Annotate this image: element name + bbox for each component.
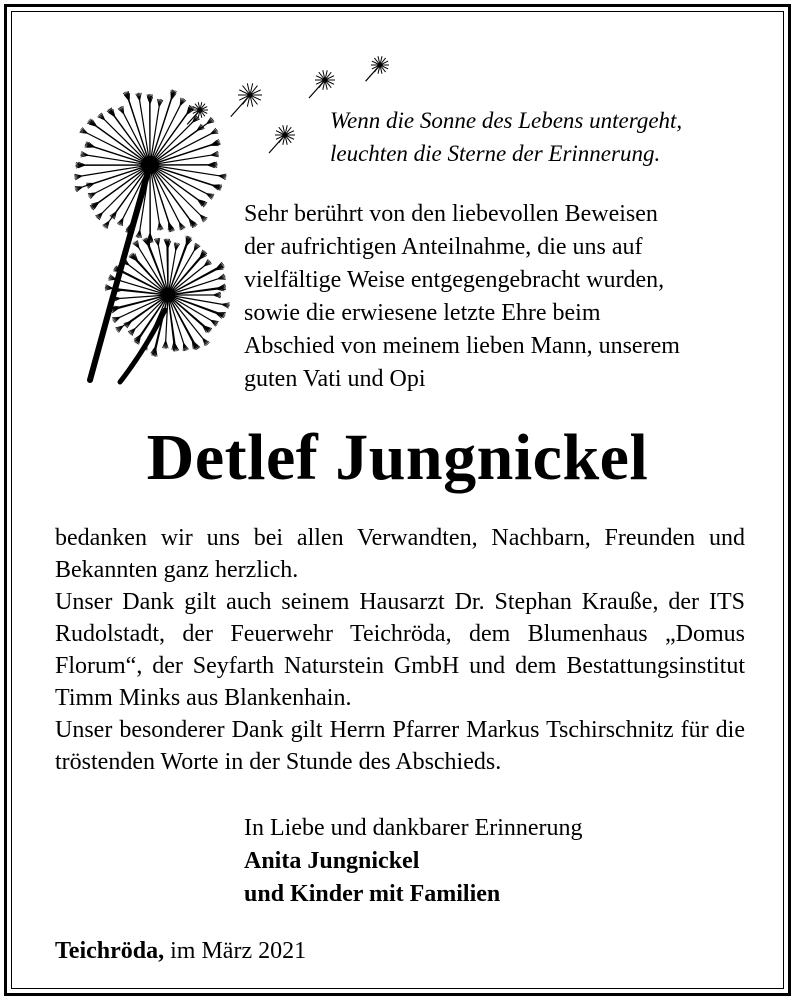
motto-line: leuchten die Sterne der Erinnerung. — [330, 141, 661, 166]
closing-signature — [244, 812, 724, 911]
intro-text — [244, 198, 764, 396]
thanks-paragraph: Unser besonderer Dank gilt Herrn Pfarrer Markus Tschirschnitz für die tröstenden Worte in der Stunde des Abschieds. — [55, 717, 745, 775]
intro-line: vielfältige Weise entgegengebracht wurden, — [244, 267, 665, 293]
closing-greeting: In Liebe und dankbarer Erinnerung — [244, 815, 583, 841]
intro-line: der aufrichtigen Anteilnahme, die uns auf — [244, 234, 643, 260]
intro-line: sowie die erwiesene letzte Ehre beim — [244, 300, 601, 326]
signer-name: Anita Jungnickel — [244, 848, 420, 874]
thanks-paragraph: bedanken wir uns bei allen Verwandten, Nachbarn, Freunden und Bekannten ganz herzlich. — [55, 525, 745, 583]
thanks-body — [55, 522, 745, 778]
intro-line: Sehr berührt von den liebevollen Beweisen — [244, 201, 658, 227]
motto-line: Wenn die Sonne des Lebens untergeht, — [330, 108, 683, 133]
place-city: Teichröda, — [55, 938, 165, 964]
deceased-name: Detlef Jungnickel — [146, 421, 649, 494]
intro-line: guten Vati und Opi — [244, 366, 426, 392]
place-date-text: im März 2021 — [170, 938, 307, 964]
motto-quote — [330, 104, 750, 170]
place-date — [55, 935, 306, 968]
thanks-paragraph: Unser Dank gilt auch seinem Hausarzt Dr. Stephan Krauße, der ITS Rudolstadt, der Feuerwehr Teichröda, dem Blumenhaus „Domus Florum“, der Seyfarth Naturstein GmbH und dem Bestattungsinstitut Timm Minks aus Blankenhain. — [55, 589, 745, 711]
signer-family: und Kinder mit Familien — [244, 881, 501, 907]
intro-line: Abschied von meinem lieben Mann, unserem — [244, 333, 680, 359]
